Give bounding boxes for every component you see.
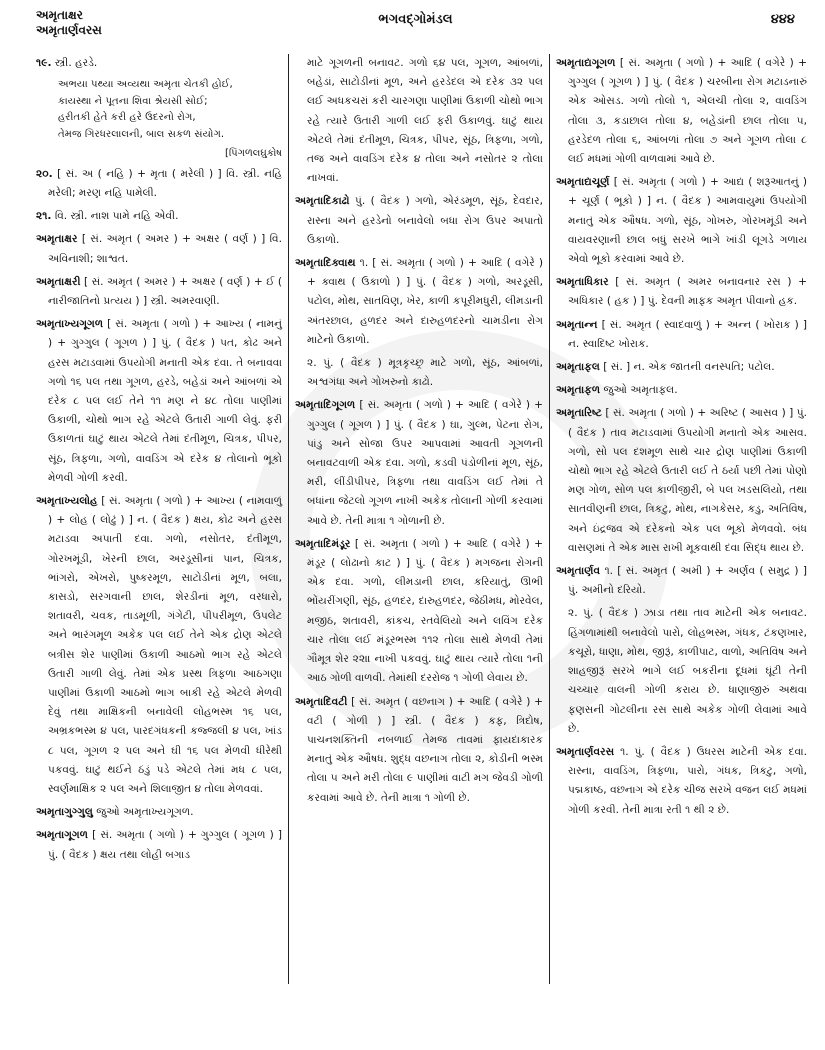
entry-body: ૧. [ સં. અમૃતા ( ગળો ) + આદિ ( વગેરે ) + ક્વાથ ( ઉકાળો ) ] પું. ( વૈદક ) ગળો, અરડૂસી, પટોલ, મોથ, સાતવિણ, ખેર, કાળી કપૂરીમધુરી, લીમડાની અંતરછાલ, હળદર અને દારુહળદરનો ચામડીના રોગ માટેનો ઉકાળો. xyxy=(307,257,543,346)
dictionary-entry xyxy=(36,54,282,73)
dictionary-entry xyxy=(36,273,282,311)
entry-headword: અમૃતાધિકાર xyxy=(556,276,609,289)
verse-line: અભયા પથ્યા અવ્યથા અમૃતા ચેતકી હોઈ, xyxy=(58,79,233,91)
column-middle xyxy=(288,54,550,984)
page-number: ૪૪૪ xyxy=(770,12,795,27)
dictionary-entry xyxy=(36,492,282,799)
entry-headword: અમૃતાગૂગળ xyxy=(36,829,89,842)
entry-body: [ સં. અમૃત ( અમર ) + અક્ષર ( વર્ણ ) + ઈ ( નારીજાતિનો પ્રત્યય ) ] સ્ત્રી. અમરવાણી. xyxy=(48,275,282,307)
entry-headword: ૨૦. xyxy=(36,167,53,180)
entry-body: [ સં. ] ન. એક જાતની વનસ્પતિ; પટોલ. xyxy=(603,361,775,374)
page-header xyxy=(36,8,795,48)
dictionary-entry xyxy=(556,562,807,600)
entry-body: ૧. [ સં. અમૃત ( અમી ) + અર્ણવ ( સમુદ્ર ) ] પું. અમીનો દરિયો. xyxy=(568,565,807,597)
column-right xyxy=(550,54,813,1030)
dictionary-entry xyxy=(556,743,807,820)
entry-body: ૧. પું. ( વૈદક ) ઉધરસ માટેની એક દવા. રાસ્ના, વાવડિંગ, ત્રિફળા, પારો, ગંધક, ત્રિકટુ, ગળો, પદ્મકાષ્ઠ, વછનાગ એ દરેક ચીજ સરખે વજન લઈ મધમાં ગોળી કરવી. તેની માત્રા રતી ૧ થી ૨ છે. xyxy=(568,745,808,816)
entry-body: પું. ( વૈદક ) ગળો, એરંડમૂળ, સૂંઠ, દેવદાર, રાસ્ના અને હરડેનો બનાવેલો બધા રોગ ઉપર અપાતો ઉકાળો. xyxy=(307,195,543,246)
entry-headword: અમૃતારિષ્ટ xyxy=(556,407,602,420)
dictionary-entry xyxy=(556,358,807,377)
dictionary-entry xyxy=(556,404,807,558)
entry-headword: અમૃતાખ્યલોહ xyxy=(36,495,98,508)
entry-headword: અમૃતાગુગ્ગુલુ xyxy=(36,806,93,819)
dictionary-entry xyxy=(36,826,282,864)
entry-headword: અમૃતાદ્યચૂર્ણ xyxy=(556,176,610,189)
entry-body: [ સં. અમૃતા ( ગળો ) + આદિ ( વગેરે ) + ગુગ્ગુલ ( ગૂગળ ) ] પું. ( વૈદક ) ઘા, ગુલ્મ, પેટના રોગ, પાંડુ અને સોજા ઉપર આપવામાં આવતી ગૂગળની બનાવટવાળી એક દવા. ગળો, કડવી પંડોળીનાં મૂળ, સૂંઠ, મરી, લીંડીપીપર, ત્રિફળા તથા વાવડિંગ લઈ તેમાં તે બધાંના જેટલો ગૂગળ નાખી અકેક તોલાની ગોળી કરવામાં આવે છે. તેની માત્રા ૧ ગોળાની છે. xyxy=(307,399,543,527)
verse-source: [પિંગળલઘુકોષ xyxy=(225,147,282,159)
dictionary-entry-continued xyxy=(295,54,543,188)
entry-headword: અમૃતાદ્યગૂગળ xyxy=(556,57,616,69)
dictionary-entry xyxy=(556,54,807,169)
dictionary-entry xyxy=(36,165,282,203)
dictionary-subsense xyxy=(295,354,543,392)
entry-headword: અમૃતાદિક્વાથ xyxy=(295,257,356,270)
entry-body: ૨. પું. ( વૈદક ) મૂત્રકૃચ્છ્ર માટે ગળો, સૂંઠ, આંબળાં, અશ્વગંધા અને ગોખરુનો કાઢો. xyxy=(307,357,543,389)
guide-word-first: અમૃતાક્ષર xyxy=(36,8,83,22)
dictionary-entry xyxy=(556,173,807,269)
entry-headword: અમૃતાદિવટી xyxy=(295,695,348,708)
entry-headword: અમૃતાન્ન xyxy=(556,318,598,331)
dictionary-entry xyxy=(36,315,282,488)
dictionary-entry xyxy=(36,230,282,268)
entry-body: [ સં. અમૃતા ( ગળો ) + આખ્ય ( નામનું ) + ગુગ્ગુલ ( ગૂગળ ) ] પું. ( વૈદક ) પત, કોઢ અને હરસ મટાડવામાં ઉપયોગી મનાતી એક દવા. તે બનાવવા ગળો ૧૬ પલ તથા ગૂગળ, હરડે, બહેડાં અને આંબળાં એ દરેક ૮ પલ લઈ તેને ૧૧ મણ ને ૪૮ તોલા પાણીમાં ઉકાળી, ચોથો ભાગ રહે એટલે ઉતારી ગાળી લેવું. ફરી ઉકાળતાં ઘાટું થાય એટલે તેમાં દંતીમૂળ, ચિત્રક, પીપર, સૂંઠ, ત્રિફળા, ગળો, વાવડિંગ એ દરેક ૪ તોલાનો ભૂકો મેળવી ગોળી કરવી. xyxy=(48,318,282,484)
entry-body: ૨. પું. ( વૈદક ) ઝાડા તથા તાવ માટેની એક બનાવટ. હિંગળામાંથી બનાવેલો પારો, લોહભસ્મ, ગંધક, ટંકણખાર, કચૂરો, ધાણા, મોથ, જીરૂં, કાળીપાટ, વાળો, અતિવિષ અને શાહજીરૂં સરખે ભાગે લઈ બકરીના દૂધમાં ઘૂંટી તેની ચચ્ચાર વાલની ગોળી કરાય છે. ધાણાજીરું અથવા ફણસની ગોટલીના રસ સાથે અકેક ગોળી લેવામાં આવે છે. xyxy=(568,607,807,735)
dictionary-entry xyxy=(295,396,543,530)
dictionary-entry xyxy=(295,535,543,689)
entry-headword: અમૃતાદિમંડૂર xyxy=(295,537,351,550)
entry-body: સ્ત્રી. હરડે. xyxy=(54,57,98,69)
dictionary-columns xyxy=(30,54,813,1030)
verse-line: તેમજ ગિરધરલાલની, બાલ સકળ સંયોગ. xyxy=(58,128,225,140)
entry-headword: અમૃતાક્ષરી xyxy=(36,275,81,288)
entry-body: [ સં. અમૃત ( અમર ) + અક્ષર ( વર્ણ ) ] વિ. અવિનાશી; શાશ્વત. xyxy=(48,233,282,265)
column-left xyxy=(30,54,288,1030)
entry-body: જુઓ અમૃતાફલ. xyxy=(603,384,678,397)
dictionary-entry xyxy=(556,316,807,354)
entry-body: વિ. સ્ત્રી. નાશ પામે નહિ એવી. xyxy=(54,210,179,223)
entry-body: [ સં. અમૃતા ( ગળો ) + આદિ ( વગેરે ) + ગુગ્ગુલ ( ગૂગળ ) ] પું. ( વૈદક ) ચરબીના રોગ મટાડનારું એક ઓસડ. ગળો તોલો ૧, એલચી તોલા ૨, વાવડિંગ તોલા ૩, કડાછાલ તોલા ૪, બહેડાંની છાલ તોલા ૫, હરડેદળ તોલા ૬, આંબળાં તોલા ૭ અને ગૂગળ તોલા ૮ લઈ મધમાં ગોળી વાળવામાં આવે છે. xyxy=(568,57,807,166)
entry-body: [ સં. અમૃતા ( ગળો ) + અરિષ્ટ ( આસવ ) ] પું. ( વૈદક ) તાવ મટાડવામાં ઉપયોગી મનાતો એક આસવ. ગળો, સો પલ દશમૂળ સાથે ચાર દ્રોણ પાણીમાં ઉકાળી ચોથો ભાગ રહે એટલે ઉતારી લઈ તે ઠર્યા પછી તેમાં પોણો મણ ગોળ, સોળ પલ કાળીજીરી, બે પલ ખડસલિયો, તથા સાતવીણની છાલ, ત્રિકટુ, મોથ, નાગકેસર, કડુ, અતિવિષ, અને ઇંદ્રજવ એ દરેકનો એક પલ ભૂકો મેળવવો. બંધ વાસણમાં તે એક માસ રાખી મૂકવાથી દવા સિદ્ધ થાય છે. xyxy=(568,407,807,554)
dictionary-entry xyxy=(36,207,282,226)
guide-word-last: અમૃતાર્ણવરસ xyxy=(36,23,102,37)
verse-line: કાયસ્થા ને પૂતના શિવા શ્રેયસી સોઈ; xyxy=(58,95,208,107)
entry-body: માટે ગૂગળની બનાવટ. ગળો ૬૪ પલ, ગૂગળ, આંબળાં, બહેડાં, સાટોડીનાં મૂળ, અને હરડેદલ એ દરેક ૩૨ પલ લઈ અધકચરાં કરી ચારગણા પાણીમાં ઉકાળી ચોથો ભાગ રહે ત્યારે ઉતારી ગાળી લઈ ફરી ઉકાળવું. ઘાટું થાય એટલે તેમાં દંતીમૂળ, ચિત્રક, પીપર, સૂંઠ, ત્રિફળા, ગળો, તજ અને વાવડિંગ દરેક ૪ તોલા અને નસોતર ૨ તોલા નાખવાં. xyxy=(307,57,543,185)
dictionary-entry xyxy=(295,693,543,808)
entry-headword: અમૃતાખ્યગૂગળ xyxy=(36,318,104,331)
entry-headword: અમૃતાદિકાઢો xyxy=(295,195,350,208)
dictionary-entry xyxy=(36,803,282,822)
entry-body: [ સં. અ ( નહિ ) + મૃતા ( મરેલી ) ] વિ. સ્ત્રી. નહિ મરેલી; મરણ નહિ પામેલી. xyxy=(48,167,282,199)
dictionary-subsense xyxy=(556,604,807,738)
entry-headword: અમૃતાદિગૂગળ xyxy=(295,399,356,412)
entry-body: જુઓ અમૃતાખ્યગૂગળ. xyxy=(96,806,194,819)
dictionary-entry xyxy=(556,273,807,311)
entry-headword: અમૃતાર્ણવરસ xyxy=(556,745,615,758)
entry-body: [ સં. અમૃતા ( ગળો ) + આદિ ( વગેરે ) + મંડૂર ( લોઢાનો કાટ ) ] પું. ( વૈદક ) મગજના રોગની એક દવા. ગળો, લીમડાની છાલ, કરિયાતું, ઊભી ભોંયરીંગણી, સૂંઠ, હળદર, દારુહળદર, જેઠીમધ, મોરવેલ, મજીઠ, શતાવરી, કાંકચ, રતવેલિયો અને લવિંગ દરેક ચાર તોલા લઈ મંડૂરભસ્મ ૧૧૨ તોલા સાથે મેળવી તેમાં ગૌમૂત્ર શેર ૨૨॥ નાખી પકવવું. ઘાટું થાય ત્યારે તોલા ૧ની આઠ ગોળી વાળવી. તેમાંથી દરરોજ ૧ ગોળી લેવાય છે. xyxy=(307,537,543,685)
quoted-verse xyxy=(36,77,282,163)
dictionary-entry xyxy=(556,381,807,400)
entry-headword: અમૃતાફળ xyxy=(556,384,601,397)
entry-headword: અમૃતાક્ષર xyxy=(36,233,78,246)
entry-headword: અમૃતાફલ xyxy=(556,361,600,374)
entry-body: [ સં. અમૃતા ( ગળો ) + આદ્ય ( શરૂઆતનું ) + ચૂર્ણ ( ભૂકો ) ] ન. ( વૈદક ) આમવાયુમાં ઉપયોગી મનાતું એક ઔષધ. ગળો, સૂંઠ, ગોખરુ, ગોરખમૂંડી અને વાયવરણાની છાલ બધું સરખે ભાગે ખાંડી લૂગડે ગળાય એવો ભૂકો કરવામાં આવે છે. xyxy=(568,176,808,266)
entry-headword: ૨૧. xyxy=(36,210,52,223)
verse-line: હરીતકી હેતે કરી હરે ઉદરનો રોગ, xyxy=(58,112,196,124)
entry-body: [ સં. અમૃતા ( ગળો ) + આખ્ય ( નામવાળું ) + લોહ ( લોઢું ) ] ન. ( વૈદક ) ક્ષય, કોઢ અને હરસ મટાડવા અપાતી દવા. ગળો, નસોતર, દંતીમૂળ, ગોરખમૂંડી, ખેરની છાલ, અરડૂસીનાં પાન, ચિત્રક, ભાંગરો, એખરો, પુષ્કરમૂળ, સાટોડીનાં મૂળ, બલા, કાસડો, સરગવાની છાલ, શેરડીનાં મૂળ, વરધારો, શતાવરી, ચવક, તાડમૂળી, ગંગેટી, પીપરીમૂળ, ઉપલેટ અને ભારંગમૂળ અકેક પલ લઈ તેને એક દ્રોણ એટલે બત્રીસ શેર પાણીમાં ઉકાળી આઠમો ભાગ રહે એટલે ઉતારી ગાળી લેવું. તેમાં એક પ્રસ્થ ત્રિફળા આઠગણા પાણીમાં ઉકાળી આઠમો ભાગ બાકી રહે એટલે મેળવી દેવું તથા માક્ષિકની બનાવેલી લોહભસ્મ ૧૬ પલ, અભ્રકભસ્મ ૪ પલ, પારદગંધકની કજ્જલી ૪ પલ, ખાંડ ૮ પલ, ગૂગળ ૨ પલ અને ઘી ૧૬ પલ મેળવી ધીરેથી પકવવું. ઘાટું થઈને ઠંડું પડે એટલે તેમાં મધ ૮ પલ, સ્વર્ણમાક્ષિક ૨ પલ અને શિલાજીત ૪ તોલા મેળવવાં. xyxy=(48,495,283,796)
entry-body: [ સં. અમૃત ( અમર બનાવનાર રસ ) + અધિકાર ( હક ) ] પું. દેવની માફક અમૃત પીવાનો હક. xyxy=(568,276,807,308)
dictionary-entry xyxy=(295,192,543,250)
entry-body: [ સં. અમૃત ( સ્વાદવાળું ) + અન્ન ( ખોરાક ) ] ન. સ્વાદિષ્ટ ખોરાક. xyxy=(568,318,807,350)
dictionary-entry xyxy=(295,254,543,350)
book-title: ભગવદ્ગોમંડલ xyxy=(378,12,453,27)
entry-body: [ સં. અમૃત ( વછનાગ ) + આદિ ( વગેરે ) + વટી ( ગોળી ) ] સ્ત્રી. ( વૈદક ) કફ, ત્રિદોષ, પાચનશક્તિની નબળાઈ તેમજ તાવમાં ફાયદાકારક મનાતું એક ઔષધ. શુદ્ધ વછનાગ તોલા ૨, કોડીની ભસ્મ તોલા ૫ અને મરી તોલા ૯ પાણીમાં વાટી મગ જેવડી ગોળી કરવામાં આવે છે. તેની માત્રા ૧ ગોળી છે. xyxy=(307,695,543,804)
entry-body: [ સં. અમૃતા ( ગળો ) + ગુગ્ગુલ ( ગૂગળ ) ] પું. ( વૈદક ) ક્ષય તથા લોહી બગાડ xyxy=(48,829,282,861)
entry-headword: ૧૯. xyxy=(36,57,52,69)
entry-headword: અમૃતાર્ણવ xyxy=(556,565,601,578)
